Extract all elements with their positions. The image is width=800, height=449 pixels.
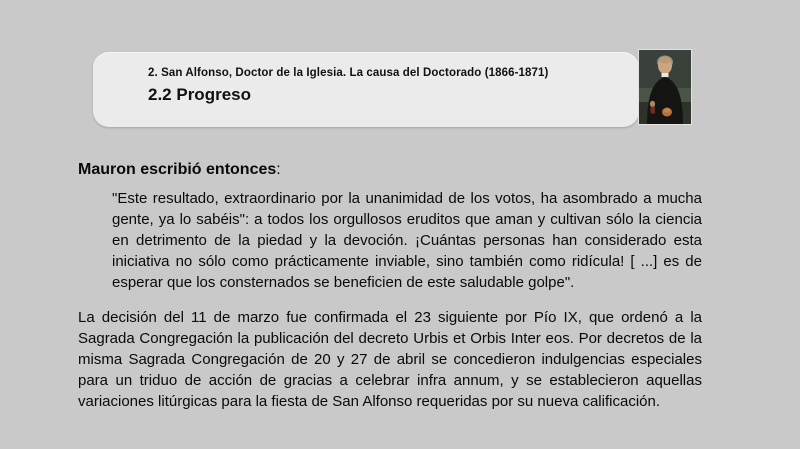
lead-line (78, 160, 702, 180)
portrait-painting (638, 49, 692, 125)
lead-text: Mauron escribió entonces (78, 161, 277, 178)
section-kicker: 2. San Alfonso, Doctor de la Iglesia. La causa del Doctorado (1866-1871) (148, 67, 549, 79)
slide-header-panel (93, 52, 639, 127)
slide-title: 2.2 Progreso (148, 85, 251, 104)
lead-colon: : (276, 161, 281, 178)
quote-paragraph: "Este resultado, extraordinario por la unanimidad de los votos, ha asombrado a mucha gente, ya lo sabéis": a todos los orgullosos eruditos que aman y cultivan sólo la ciencia en detrimento de la piedad y la devoción. ¡Cuántas personas han considerado esta iniciativa no sólo como prácticamente inviable, sino también como ridícula! [ ...] es de esperar que los consternados se beneficien de este saludable golpe". (112, 190, 702, 291)
body-paragraph: La decisión del 11 de marzo fue confirmada el 23 siguiente por Pío IX, que ordenó a la Sagrada Congregación la publicación del decreto Urbis et Orbis Inter eos. Por decretos de la misma Sagrada Congregación de 20 y 27 de abril se concedieron indulgencias especiales para un triduo de acción de gracias a celebrar infra annum, y se establecieron aquellas variaciones litúrgicas para la fiesta de San Alfonso requeridas por su nueva calificación. (78, 309, 702, 410)
priest-portrait-image (639, 50, 691, 124)
slide-body (78, 160, 702, 412)
